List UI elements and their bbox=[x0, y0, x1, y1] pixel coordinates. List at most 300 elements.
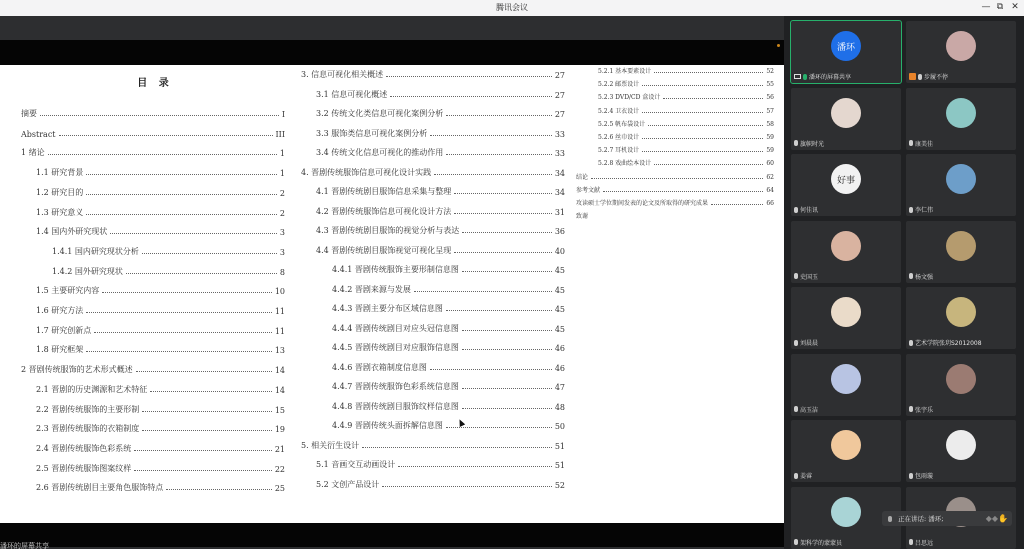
toc-entry-page: 3 bbox=[279, 228, 285, 238]
toc-entry bbox=[36, 324, 285, 336]
toc-entry bbox=[36, 343, 285, 355]
toc-leader bbox=[642, 151, 763, 152]
toc-entry bbox=[21, 363, 285, 375]
avatar bbox=[946, 231, 976, 261]
toc-entry-page: 64 bbox=[766, 186, 774, 194]
toc-entry-page: 27 bbox=[554, 71, 565, 80]
mic-icon bbox=[794, 406, 798, 412]
toc-leader bbox=[94, 332, 272, 333]
toc-entry-page: 60 bbox=[766, 160, 774, 168]
avatar bbox=[946, 31, 976, 61]
toc-entry-page: 34 bbox=[554, 168, 565, 178]
participant-name-bar bbox=[794, 538, 842, 547]
toc-leader bbox=[134, 450, 272, 451]
toc-leader bbox=[40, 115, 279, 116]
toc-entry bbox=[332, 302, 565, 314]
toc-entry-title: 1.4 国内外研究现状 bbox=[36, 227, 108, 237]
toc-leader bbox=[48, 154, 277, 155]
toc-leader bbox=[142, 411, 272, 412]
toc-entry-title: 5.2.3 DVD/CD 盒设计 bbox=[598, 94, 661, 102]
participant-tile[interactable] bbox=[906, 420, 1016, 482]
toc-entry-title: 4.4.1 晋剧传统服饰主要形制信息图 bbox=[332, 265, 459, 274]
toc-entry-page: 19 bbox=[274, 425, 285, 435]
participant-name: 潘环的屏幕共享 bbox=[809, 74, 852, 81]
toc-entry-page: 55 bbox=[766, 81, 774, 89]
toc-entry bbox=[332, 380, 565, 392]
toc-entry-title: 4.2 晋剧传统服饰信息可视化设计方法 bbox=[316, 206, 452, 216]
window-title: 腾讯会议 bbox=[496, 3, 528, 12]
toc-entry-page: 66 bbox=[766, 200, 774, 207]
toc-entry-title: 5.2.2 邮票设计 bbox=[598, 81, 640, 89]
toc-entry-page: 1 bbox=[279, 149, 285, 159]
participant-name-bar bbox=[909, 471, 933, 480]
toc-entry bbox=[598, 158, 774, 167]
toc-entry-title: 4.4.2 晋剧来源与发展 bbox=[332, 284, 411, 294]
toc-entry bbox=[36, 186, 285, 198]
toc-entry-title: 2.6 晋剧传统剧目主要角色服饰特点 bbox=[36, 483, 164, 493]
participant-name: 高玉洁 bbox=[800, 406, 819, 414]
toc-entry-title: 2.5 晋剧传统服饰图案纹样 bbox=[36, 463, 132, 473]
toc-entry bbox=[36, 206, 285, 218]
toc-entry-page: 56 bbox=[766, 94, 774, 102]
participant-name: 张宇乐 bbox=[915, 406, 934, 414]
toc-leader bbox=[446, 154, 552, 155]
toc-entry-page: 50 bbox=[554, 422, 565, 431]
toc-entry bbox=[598, 145, 774, 154]
toc-leader bbox=[59, 135, 273, 136]
toc-entry-title: 1 绪论 bbox=[21, 148, 45, 158]
toc-entry bbox=[21, 127, 285, 139]
toc-entry bbox=[598, 132, 774, 141]
toc-entry bbox=[316, 458, 565, 470]
participant-name-bar bbox=[909, 272, 933, 281]
toc-entry-page: 40 bbox=[554, 246, 565, 256]
toc-leader bbox=[454, 252, 552, 253]
toc-entry-title: 3. 信息可视化相关概述 bbox=[301, 70, 384, 79]
participant-tile[interactable] bbox=[906, 154, 1016, 216]
toc-leader bbox=[454, 193, 552, 194]
toc-entry bbox=[576, 185, 774, 194]
toc-entry bbox=[52, 265, 285, 277]
toc-entry-title: 4.4.9 晋剧传统头面拆解信息图 bbox=[332, 421, 443, 430]
toc-entry bbox=[52, 245, 285, 257]
toc-entry-title: 5.1 音画交互动画设计 bbox=[316, 460, 396, 469]
toc-entry-page: 33 bbox=[554, 149, 565, 158]
toc-entry-title: 参考文献 bbox=[576, 186, 601, 194]
toc-entry bbox=[36, 481, 285, 493]
toc-leader bbox=[462, 330, 552, 331]
toc-title: 目 录 bbox=[137, 78, 173, 89]
toc-entry-title: 4.4 晋剧传统剧目服饰视觉可视化呈现 bbox=[316, 245, 452, 255]
participant-name-bar bbox=[794, 72, 851, 81]
avatar: 好事 bbox=[831, 164, 861, 194]
mic-icon bbox=[909, 340, 913, 346]
toc-entry-title: 1.6 研究方法 bbox=[36, 306, 84, 315]
toc-entry-page: 45 bbox=[554, 266, 565, 275]
toc-entry bbox=[332, 341, 565, 353]
toc-entry bbox=[332, 322, 565, 334]
participant-name: 康美佳 bbox=[915, 140, 934, 148]
toc-leader bbox=[142, 253, 277, 254]
toc-entry bbox=[316, 185, 565, 197]
toc-entry-title: Abstract bbox=[21, 129, 56, 139]
toc-leader bbox=[462, 232, 552, 233]
participant-tile[interactable] bbox=[791, 221, 901, 283]
toc-entry-page: 45 bbox=[554, 324, 565, 334]
share-label: 潘环的屏幕共享 bbox=[0, 542, 49, 549]
toc-entry-title: 5.2.4 卫衣设计 bbox=[598, 107, 640, 115]
toc-entry-title: 5.2.6 丝巾设计 bbox=[598, 134, 640, 141]
avatar bbox=[946, 430, 976, 460]
toc-entry bbox=[576, 198, 774, 207]
toc-entry bbox=[316, 127, 565, 139]
toc-entry-page: 14 bbox=[274, 366, 285, 376]
toc-entry-title: 2.3 晋剧传统服饰的衣箱制度 bbox=[36, 424, 140, 434]
toc-entry bbox=[36, 403, 285, 415]
toc-entry-page: 27 bbox=[554, 90, 565, 100]
toc-entry bbox=[21, 107, 285, 119]
participant-tile[interactable] bbox=[906, 21, 1016, 83]
toc-entry bbox=[316, 224, 565, 236]
toc-entry-page: 15 bbox=[274, 405, 285, 415]
toc-leader bbox=[382, 486, 552, 487]
participant-name-bar bbox=[794, 338, 818, 347]
close-icon[interactable]: ✕ bbox=[1011, 2, 1019, 12]
toc-entry-title: 1.4.1 国内研究现状分析 bbox=[52, 246, 139, 256]
toc-entry-page: 10 bbox=[274, 287, 285, 297]
toc-leader bbox=[390, 96, 552, 97]
toc-entry bbox=[316, 478, 565, 490]
toc-entry-page: 62 bbox=[766, 173, 774, 181]
participant-name: 包雨璇 bbox=[915, 473, 934, 480]
toc-entry-page: 3 bbox=[279, 247, 285, 257]
toc-entry bbox=[332, 419, 565, 431]
toc-entry-title: 1.1 研究背景 bbox=[36, 168, 84, 178]
toc-entry bbox=[36, 284, 285, 296]
toc-entry-page: 25 bbox=[274, 484, 285, 494]
toc-leader bbox=[430, 135, 552, 136]
mic-icon bbox=[909, 207, 913, 213]
toc-leader bbox=[110, 233, 277, 234]
toc-leader bbox=[86, 194, 277, 195]
toc-entry-page: 22 bbox=[274, 464, 285, 474]
participant-name: 李仁伟 bbox=[915, 207, 934, 214]
restore-icon[interactable]: ⧉ bbox=[996, 2, 1004, 12]
toc-entry bbox=[598, 119, 774, 128]
toc-leader bbox=[663, 98, 763, 99]
toc-entry-title: 5.2.7 耳机设计 bbox=[598, 147, 640, 155]
avatar bbox=[946, 297, 976, 327]
toc-entry bbox=[332, 361, 565, 373]
toc-entry bbox=[598, 106, 774, 115]
toc-entry-page: 46 bbox=[554, 363, 565, 373]
toc-entry-title: 4. 晋剧传统服饰信息可视化设计实践 bbox=[301, 167, 432, 177]
toc-leader bbox=[86, 351, 272, 352]
avatar bbox=[831, 430, 861, 460]
toc-leader bbox=[711, 204, 763, 205]
participant-name-bar bbox=[909, 405, 933, 414]
toc-entry-title: 3.3 服饰类信息可视化案例分析 bbox=[316, 128, 428, 138]
toc-entry bbox=[332, 283, 565, 295]
toc-entry bbox=[21, 146, 285, 158]
toc-entry-page: 47 bbox=[554, 383, 565, 392]
toc-entry-title: 5. 相关衍生设计 bbox=[301, 440, 360, 450]
toc-entry-title: 4.4.8 晋剧传统剧目服饰纹样信息图 bbox=[332, 401, 459, 411]
speaker-mic-icon bbox=[888, 516, 892, 522]
toc-entry-title: 摘要 bbox=[21, 109, 37, 118]
toc-leader bbox=[462, 349, 552, 350]
toc-entry bbox=[36, 304, 285, 316]
mic-icon bbox=[909, 539, 913, 545]
toc-entry-title: 3.1 信息可视化概述 bbox=[316, 89, 388, 99]
participant-name-bar bbox=[794, 405, 818, 414]
toc-leader bbox=[136, 371, 272, 372]
toc-leader bbox=[446, 115, 552, 116]
toc-entry bbox=[301, 68, 565, 80]
participant-name: 史国玉 bbox=[800, 273, 819, 281]
toc-entry-page: III bbox=[275, 129, 285, 139]
toc-entry-page: 58 bbox=[766, 120, 774, 128]
toc-leader bbox=[603, 191, 763, 192]
participant-name-bar bbox=[794, 272, 818, 281]
toc-entry-title: 4.4.5 晋剧传统剧目对应服饰信息图 bbox=[332, 343, 459, 352]
mic-icon bbox=[909, 473, 913, 479]
status-dot-icon bbox=[777, 44, 780, 47]
toc-entry-title: 4.1 晋剧传统剧目服饰信息采集与整理 bbox=[316, 187, 452, 196]
speaking-indicator bbox=[882, 511, 1012, 526]
raise-hand-icon bbox=[909, 73, 916, 80]
toc-leader bbox=[102, 292, 272, 293]
toc-entry-page: 31 bbox=[554, 207, 565, 217]
toc-leader bbox=[414, 291, 552, 292]
toc-entry bbox=[332, 263, 565, 275]
toc-entry-title: 1.4.2 国外研究现状 bbox=[52, 266, 123, 276]
avatar bbox=[831, 364, 861, 394]
toc-entry bbox=[36, 383, 285, 395]
toc-entry-page: 46 bbox=[554, 344, 565, 353]
participant-name: 艺术学院张玥S2012008 bbox=[915, 340, 982, 347]
participant-tile[interactable] bbox=[906, 88, 1016, 150]
toc-leader bbox=[454, 213, 552, 214]
toc-entry bbox=[301, 166, 565, 178]
toc-entry bbox=[598, 92, 774, 101]
toc-entry-title: 4.4.4 晋剧传统剧目对应头冠信息图 bbox=[332, 323, 459, 333]
participant-tile[interactable] bbox=[906, 221, 1016, 283]
screen-bottom-band bbox=[0, 523, 784, 547]
avatar bbox=[946, 364, 976, 394]
speaking-label: 正在讲话: 潘环; bbox=[898, 515, 944, 523]
toc-entry-title: 1.5 主要研究内容 bbox=[36, 286, 100, 296]
toc-leader bbox=[430, 369, 552, 370]
participant-tile[interactable] bbox=[791, 154, 901, 216]
toc-leader bbox=[462, 408, 552, 409]
participant-panel bbox=[784, 16, 1024, 549]
participant-name: 旗帜时光 bbox=[800, 140, 825, 148]
toc-entry-page: 45 bbox=[554, 305, 565, 314]
toc-entry-title: 4.4.6 晋剧衣箱制度信息图 bbox=[332, 362, 427, 372]
avatar bbox=[831, 98, 861, 128]
mic-icon bbox=[909, 406, 913, 412]
mic-icon bbox=[803, 74, 807, 80]
toc-entry-title: 5.2.8 戏曲绘本设计 bbox=[598, 160, 652, 168]
participant-name-bar bbox=[909, 72, 948, 81]
participant-name: 架科学的蒙蒙员 bbox=[800, 539, 843, 547]
participant-name-bar bbox=[909, 338, 982, 347]
toc-entry bbox=[316, 244, 565, 256]
toc-entry-page: 59 bbox=[766, 147, 774, 155]
toc-entry-title: 结论 bbox=[576, 173, 589, 181]
avatar bbox=[831, 497, 861, 527]
toc-entry-page: 14 bbox=[274, 385, 285, 395]
toc-leader bbox=[134, 470, 272, 471]
toc-entry bbox=[316, 88, 565, 100]
title-bar bbox=[0, 0, 1024, 16]
toc-leader bbox=[150, 391, 272, 392]
participant-tile[interactable] bbox=[791, 21, 901, 83]
toc-leader bbox=[654, 164, 763, 165]
toc-leader bbox=[642, 112, 763, 113]
toc-entry bbox=[316, 205, 565, 217]
toc-leader bbox=[166, 489, 272, 490]
participant-tile[interactable] bbox=[906, 354, 1016, 416]
toc-entry bbox=[598, 79, 774, 88]
mic-icon bbox=[918, 74, 922, 80]
toc-entry bbox=[36, 225, 285, 237]
mic-icon bbox=[909, 273, 913, 279]
mic-icon bbox=[909, 140, 913, 146]
toc-entry-page: 59 bbox=[766, 134, 774, 141]
toc-leader bbox=[642, 85, 763, 86]
toc-entry bbox=[316, 146, 565, 158]
reaction-icon[interactable]: ◆◆✋ bbox=[985, 514, 1008, 523]
toc-entry-page: 51 bbox=[554, 461, 565, 470]
toc-entry-page: 8 bbox=[279, 267, 285, 277]
mic-icon bbox=[794, 340, 798, 346]
toc-leader bbox=[86, 214, 277, 215]
toc-leader bbox=[142, 430, 272, 431]
participant-name-bar bbox=[909, 139, 933, 148]
toc-entry-page: 36 bbox=[554, 227, 565, 236]
participant-tile[interactable] bbox=[906, 287, 1016, 349]
mic-icon bbox=[794, 473, 798, 479]
toc-leader bbox=[462, 388, 552, 389]
toc-entry-title: 2.2 晋剧传统服饰的主要形制 bbox=[36, 404, 140, 414]
toc-leader bbox=[446, 427, 552, 428]
avatar: 潘环 bbox=[831, 31, 861, 61]
toc-entry-title: 2.1 晋剧的历史渊源和艺术特征 bbox=[36, 384, 148, 394]
toc-entry-page: 48 bbox=[554, 402, 565, 412]
avatar bbox=[831, 297, 861, 327]
toc-entry-title: 1.7 研究创新点 bbox=[36, 325, 92, 335]
toc-entry-title: 1.3 研究意义 bbox=[36, 207, 84, 217]
participant-tile[interactable] bbox=[791, 354, 901, 416]
toc-entry bbox=[36, 442, 285, 454]
toc-entry-title: 1.8 研究框架 bbox=[36, 345, 84, 355]
toc-leader bbox=[386, 76, 552, 77]
toc-leader bbox=[434, 174, 552, 175]
toc-entry bbox=[576, 211, 774, 220]
mic-icon bbox=[794, 273, 798, 279]
toc-entry-page: 27 bbox=[554, 110, 565, 119]
toc-entry-page: 33 bbox=[554, 129, 565, 139]
avatar bbox=[831, 231, 861, 261]
participant-tile[interactable] bbox=[791, 88, 901, 150]
avatar bbox=[946, 164, 976, 194]
participant-name-bar bbox=[794, 205, 818, 214]
toc-leader bbox=[446, 310, 552, 311]
toc-leader bbox=[126, 273, 277, 274]
participant-name: 刘晨晨 bbox=[800, 340, 819, 347]
toc-entry-title: 2 晋剧传统服饰的艺术形式概述 bbox=[21, 365, 133, 375]
toc-entry bbox=[36, 462, 285, 474]
toc-leader bbox=[86, 312, 272, 313]
toc-leader bbox=[86, 174, 277, 175]
participant-name: 杨文强 bbox=[915, 273, 934, 281]
toc-leader bbox=[654, 72, 763, 73]
toc-entry-page: 2 bbox=[279, 208, 285, 218]
toc-entry-title: 3.2 传统文化类信息可视化案例分析 bbox=[316, 109, 444, 118]
shared-document bbox=[0, 65, 784, 523]
toc-entry-page: 57 bbox=[766, 107, 774, 115]
toc-leader bbox=[462, 271, 552, 272]
shared-screen bbox=[0, 16, 784, 549]
toc-entry-page: 13 bbox=[274, 346, 285, 356]
participant-name: 步履不停 bbox=[924, 74, 949, 81]
toc-entry bbox=[598, 66, 774, 75]
participant-name: 何佳讯 bbox=[800, 207, 819, 214]
toc-entry-page: 2 bbox=[279, 188, 285, 198]
toc-entry-page: 45 bbox=[554, 285, 565, 295]
avatar bbox=[946, 98, 976, 128]
toc-entry-title: 4.4.3 晋剧主要分布区域信息图 bbox=[332, 304, 443, 313]
toc-entry-title: 5.2 文创产品设计 bbox=[316, 479, 380, 489]
toc-entry-title: 致谢 bbox=[576, 213, 589, 221]
toc-entry bbox=[36, 166, 285, 178]
toc-entry bbox=[301, 439, 565, 451]
toc-entry-title: 2.4 晋剧传统服饰色彩系统 bbox=[36, 443, 132, 453]
minimize-icon[interactable]: — bbox=[981, 2, 991, 12]
participant-name-bar bbox=[909, 538, 933, 547]
mic-icon bbox=[794, 207, 798, 213]
toc-entry-title: 4.3 晋剧传统剧目服饰的视觉分析与表达 bbox=[316, 226, 460, 235]
toc-entry-title: 攻读硕士学位期间发表的论文及所取得的研究成果 bbox=[576, 200, 709, 207]
toc-entry-title: 5.2.5 帆布袋设计 bbox=[598, 120, 646, 128]
toc-entry-page: 11 bbox=[274, 326, 285, 336]
toc-entry-title: 5.2.1 基本要素设计 bbox=[598, 68, 652, 75]
mic-icon bbox=[794, 539, 798, 545]
screen-top-band bbox=[0, 40, 784, 65]
toc-entry-title: 4.4.7 晋剧传统服饰色彩系统信息图 bbox=[332, 382, 459, 391]
participant-tile[interactable] bbox=[791, 287, 901, 349]
toc-entry-page: 52 bbox=[766, 68, 774, 75]
toc-entry-page: 1 bbox=[279, 169, 285, 179]
toc-leader bbox=[591, 178, 763, 179]
participant-name-bar bbox=[794, 471, 812, 480]
toc-entry-page: 52 bbox=[554, 480, 565, 490]
toc-entry-page: 34 bbox=[554, 188, 565, 197]
toc-entry bbox=[576, 172, 774, 181]
participant-name: 姜睿 bbox=[800, 473, 813, 480]
toc-entry bbox=[332, 400, 565, 412]
toc-entry bbox=[316, 107, 565, 119]
toc-leader bbox=[648, 125, 763, 126]
toc-entry-page: 11 bbox=[274, 307, 285, 316]
participant-tile[interactable] bbox=[791, 420, 901, 482]
toc-leader bbox=[362, 447, 552, 448]
toc-entry-title: 3.4 传统文化信息可视化的推动作用 bbox=[316, 148, 444, 157]
participant-name: 吕思远 bbox=[915, 539, 934, 547]
toc-entry-page: I bbox=[281, 110, 285, 119]
